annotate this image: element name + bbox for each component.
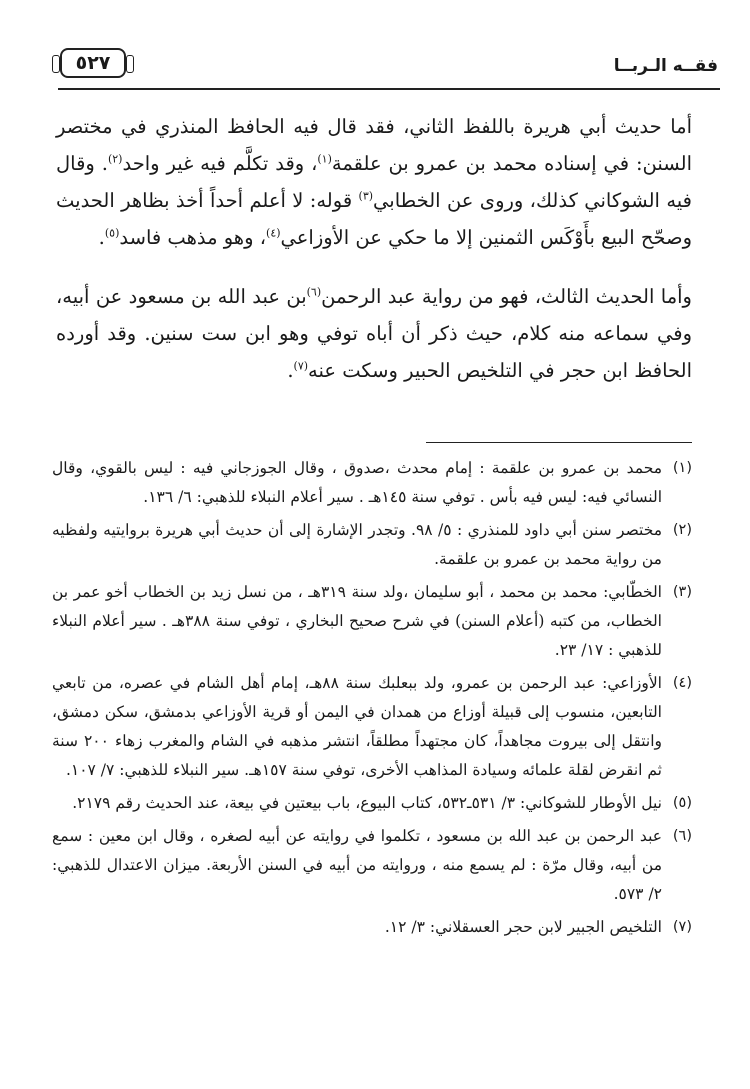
footnote-separator [426,442,692,443]
paragraph [56,278,692,389]
text-run: ، وهو مذهب فاسد [119,226,267,249]
footnote-text: نيل الأوطار للشوكاني: ٣/ ٥٣١ـ٥٣٢، كتاب البيوع، باب بيعتين في بيعة، عند الحديث رقم ٢١٧٩. [72,794,662,812]
text-run: بن عبد الله بن مسعود عن أبيه، وفي سماعه منه كلام، حيث ذكر أن أباه توفي وهو ابن ست سنين. وقد أورده الحافظ ابن حجر في التلخيص الحبير وسكت عنه [56,285,692,382]
text-run: . [98,226,105,249]
page-header [60,44,718,88]
footnote-text: الأوزاعي: عبد الرحمن بن عمرو، ولد ببعلبك سنة ٨٨هـ، إمام أهل الشام في عصره، من تابعي التابعين، منسوب إلى قبيلة أوزاع من همدان في اليمن أو قرية الأوزاعي بدمشق، سكن دمشق، وانتقل إلى بيروت مجاهداً، كان مجتهداً مطلقاً، انتشر مذهبه في الشام والمغرب زهاء ٢٠٠ سنة ثم انقرض لقلة علمائه وسيادة المذاهب الأخرى، توفي سنة ١٥٧هـ. سير النبلاء للذهبي: ٧/ ١٠٧. [52,674,662,779]
footnote [52,789,692,818]
page-number: ٥٢٧ [60,48,126,78]
text-run: ، وقد تكلَّم فيه غير واحد [122,152,318,175]
footnote-text: التلخيص الجبير لابن حجر العسقلاني: ٣/ ١٢. [384,918,662,936]
text-run: . وقال فيه الشوكاني كذلك، وروى عن الخطابي [56,152,692,212]
footnote [52,516,692,574]
text-run: أما حديث أبي هريرة باللفظ الثاني، فقد قال فيه الحافظ المنذري في مختصر السنن: في إسناده محمد بن عمرو بن علقمة [56,115,693,175]
footnote-text: محمد بن عمرو بن علقمة : إمام محدث ،صدوق ، وقال الجوزجاني فيه : ليس بالقوي، وقال النسائي فيه: ليس فيه بأس . توفي سنة ١٤٥هـ . سير أعلام النبلاء للذهبي: ٦/ ١٣٦. [52,459,662,506]
footnote [52,913,692,942]
footnote-text: الخطّابي: محمد بن محمد ، أبو سليمان ،ولد سنة ٣١٩هـ ، من نسل زيد بن الخطاب أخو عمر بن الخطاب، من كتبه (أعلام السنن) في شرح صحيح البخاري ، توفي سنة ٣٨٨هـ . سير أعلام النبلاء للذهبي : ١٧/ ٢٣. [52,583,662,659]
footnote-ref: (٢) [107,152,123,166]
footnote [52,454,692,512]
running-title: فقــه الـربــا [613,56,718,76]
footnote-number: (١) [672,460,692,476]
paragraph [56,108,692,256]
footnote-ref: (٥) [104,226,120,240]
footnote-number: (٦) [672,828,692,844]
footnote-text: مختصر سنن أبي داود للمنذري : ٥/ ٩٨. وتجدر الإشارة إلى أن حديث أبي هريرة بروايتيه ولفظيه من رواية محمد بن عمرو بن علقمة. [52,521,663,568]
footnote-ref: (٦) [306,285,322,299]
footnote-number: (٥) [672,795,692,811]
footnote-number: (٧) [672,919,692,935]
footnote-ref: (٤) [266,226,281,240]
footnote [52,669,692,785]
footnote [52,822,692,909]
text-run: قوله: لا أعلم أحداً أخذ بظاهر الحديث وصحّح البيع بأَوْكَس الثمنين إلا ما حكي عن الأوزاعي [56,189,692,249]
footnote [52,578,692,665]
footnote-number: (٣) [672,584,692,600]
main-text [56,108,692,389]
footnote-number: (٤) [672,675,692,691]
footnote-ref: (١) [317,152,332,166]
footnote-text: عبد الرحمن بن عبد الله بن مسعود ، تكلموا في روايته عن أبيه لصغره ، وقال ابن معين : سمع من أبيه، وقال مرّة : لم يسمع منه ، وروايته من أبيه في السنن الأربعة. ميزان الاعتدال للذهبي: ٢/ ٥٧٣. [52,827,662,903]
text-run: . [287,359,294,382]
header-rule [58,88,720,90]
footnote-number: (٢) [672,522,692,538]
footnotes [52,454,692,946]
text-run: وأما الحديث الثالث، فهو من رواية عبد الرحمن [321,285,692,308]
footnote-ref: (٧) [293,359,309,373]
footnote-ref: (٣) [358,189,374,203]
